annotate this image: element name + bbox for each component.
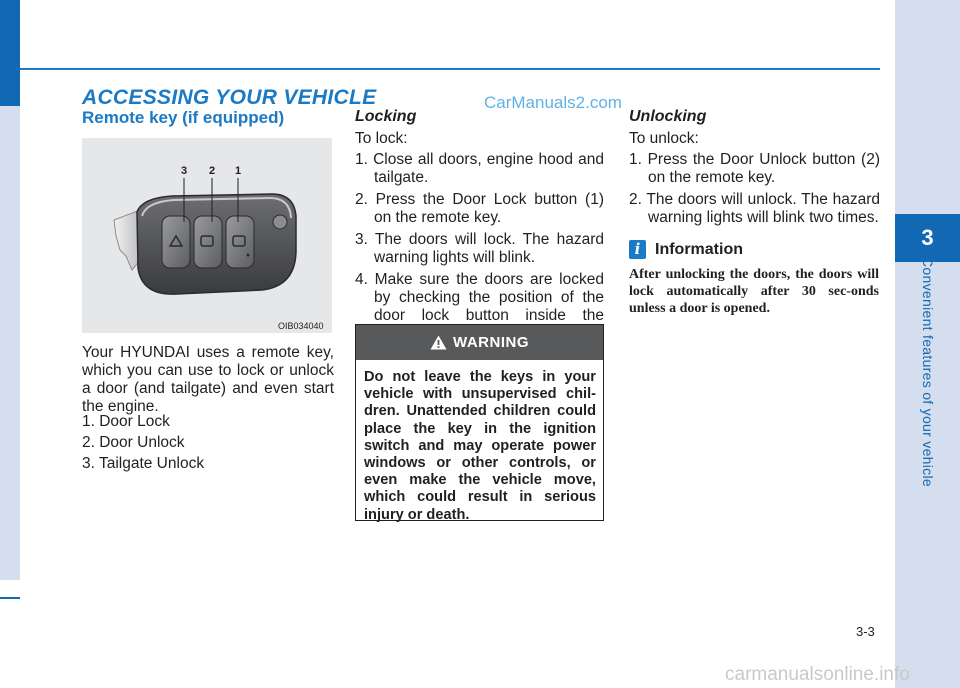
remote-key-svg [82, 138, 332, 333]
watermark-bottom: carmanualsonline.info [725, 664, 910, 685]
callout-1: 1 [234, 165, 242, 177]
page-number: 3-3 [856, 624, 875, 639]
callout-2: 2 [208, 165, 216, 177]
info-icon: i [629, 240, 646, 259]
watermark-top: CarManuals2.com [484, 93, 622, 112]
unlocking-lead: To unlock: [629, 130, 699, 147]
header-rule [20, 68, 880, 70]
locking-steps [355, 151, 604, 347]
remote-key-illustration [82, 138, 332, 333]
unlocking-steps [629, 151, 880, 231]
list-item: 2. Press the Door Lock button (1) on the remote key. [355, 191, 604, 226]
chapter-title: Convenient features of your vehicle [920, 257, 936, 487]
warning-box [355, 324, 604, 521]
callout-3: 3 [180, 165, 188, 177]
locking-lead: To lock: [355, 130, 408, 147]
list-item: 2. Door Unlock [82, 434, 185, 451]
list-item: 1. Press the Door Unlock button (2) on the remote key. [629, 151, 880, 186]
left-margin-tick [0, 597, 20, 599]
image-code: OIB034040 [278, 321, 324, 331]
section-title: ACCESSING YOUR VEHICLE [82, 86, 377, 109]
unlocking-heading: Unlocking [629, 108, 707, 125]
warning-header [356, 325, 603, 360]
chapter-number-tab[interactable]: 3 [895, 214, 960, 262]
warning-triangle-icon [430, 335, 447, 350]
remote-key-intro: Your HYUNDAI uses a remote key, which you can use to lock or unlock a door (and tailgate) and even start the engine. [82, 344, 334, 415]
remote-key-button-list [82, 413, 332, 476]
left-margin-accent [0, 0, 20, 106]
list-item: 2. The doors will unlock. The hazard warning lights will blink two times. [629, 191, 880, 226]
information-heading-row [629, 240, 743, 259]
list-item: 3. The doors will lock. The hazard warning lights will blink. [355, 231, 604, 266]
warning-text: Do not leave the keys in your vehicle with unsupervised chil-dren. Unattended children could place the key in the ignition switch and may operate power windows or other controls, or even make the vehicle move, which could result in serious injury or death. [364, 369, 596, 523]
information-heading: Information [655, 240, 743, 258]
list-item: 3. Tailgate Unlock [82, 455, 205, 472]
remote-key-heading: Remote key (if equipped) [82, 108, 285, 127]
list-item: 4. Make sure the doors are locked by checking the position of the door lock button inside the [355, 271, 604, 324]
list-item: 1. Close all doors, engine hood and tailgate. [355, 151, 604, 186]
information-text: After unlocking the doors, the doors will lock automatically after 30 sec-onds unless a door is opened. [629, 267, 879, 316]
list-item: 1. Door Lock [82, 413, 170, 430]
locking-heading: Locking [355, 108, 417, 125]
warning-label: WARNING [453, 334, 529, 351]
